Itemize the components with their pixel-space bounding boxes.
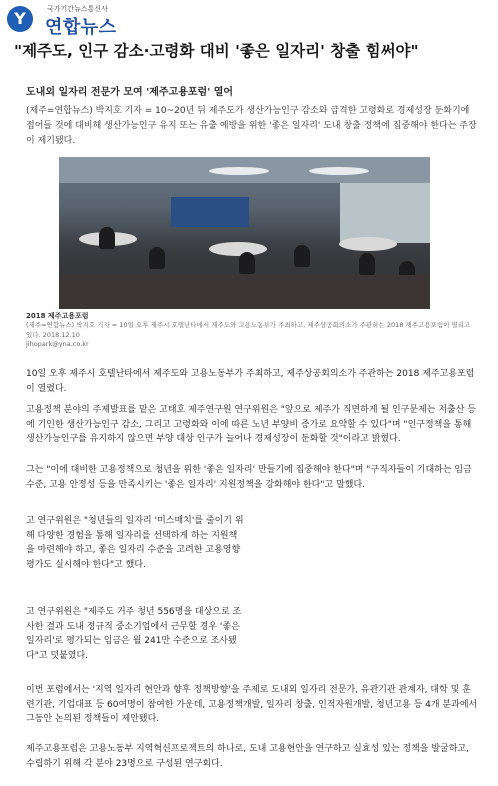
article-photo[interactable] <box>59 157 430 309</box>
article-paragraph: 고용정책 분야의 주제발표를 맡은 고태호 제주연구원 연구위원은 "앞으로 제주가 직면하게 될 인구문제는 저출산 등에 기인한 생산가능인구 감소, 그리고 고령화와 이에 따른 노년 부양비 증가로 요약할 수 있다"며 "인구정책을 통해 생산가능인구를 유지하지 않으면 부양 대상 인구가 늘어나 경제성장이 둔화할 것"이라고 밝혔다. <box>26 405 476 444</box>
article-paragraph: 이번 포럼에서는 '지역 일자리 현안과 향후 정책방향'을 주제로 도내외 일자리 전문가, 유관기관 관계자, 대학 및 훈련기관, 기업대표 등 60여명이 참여한 가운데, 고용정책개발, 일자리 창출, 인적자원개발, 청년고용 등 4개 분과에서 그동안 논의된 정책들이 제안됐다. <box>26 685 478 724</box>
article-subtitle: 도내외 일자리 전문가 모여 '제주고용포럼' 열어 <box>26 87 234 98</box>
photo-light <box>209 167 269 175</box>
photo-caption-email: jihopark@yna.co.kr <box>26 340 89 348</box>
logo-tagline: 국가기간뉴스통신사 <box>47 5 108 13</box>
photo-person <box>359 253 375 275</box>
photo-person <box>239 252 255 274</box>
photo-person <box>149 247 165 269</box>
article-paragraph: 고 연구위원은 "청년들의 일자리 '미스매치'를 줄이기 위해 다양한 경험을 통해 일자리를 선택하게 하는 지원책을 마련해야 하고, 좋은 일자리 수준을 고려한 고용영향평가도 실시해야 한다"고 했다. <box>26 516 244 570</box>
photo-floor <box>59 275 430 309</box>
article-paragraph: 고 연구위원은 "제주도 거주 청년 556명을 대상으로 조사한 결과 도내 정규직 중소기업에서 근무할 경우 '좋은 일자리'로 평가되는 임금은 월 241만 수준으로 조사됐다"고 덧붙였다. <box>26 607 242 661</box>
photo-table <box>209 242 267 256</box>
yonhap-logo[interactable] <box>7 4 142 38</box>
photo-screen <box>171 197 249 227</box>
photo-person <box>99 227 115 249</box>
article-title: "제주도, 인구 감소·고령화 대비 '좋은 일자리' 창출 힘써야" <box>14 42 419 60</box>
article-lead: (제주=연합뉴스) 박지호 기자 = 10~20년 뒤 제주도가 생산가능인구 감소와 급격한 고령화로 경제성장 둔화기에 접어들 것에 대비해 생산가능인구 유지 또는 유출 예방을 위한 '좋은 일자리' 도내 창출 정책에 집중해야 한다는 주장이 제기됐다. <box>26 106 477 146</box>
photo-table <box>339 237 397 251</box>
photo-person <box>294 245 310 267</box>
article-paragraph: 제주고용포럼은 고용노동부 지역혁신프로젝트의 하나로, 도내 고용현안을 연구하고 실효성 있는 정책을 발굴하고, 수립하기 위해 각 분야 23명으로 구성된 연구회다. <box>26 744 469 769</box>
logo-name: 연합뉴스 <box>45 17 117 38</box>
logo-mark: Y <box>7 6 33 32</box>
photo-light <box>309 167 369 175</box>
article-paragraph: 10일 오후 제주시 호텔난타에서 제주도와 고용노동부가 주최하고, 제주상공회의소가 주관하는 2018 제주고용포럼이 열렸다. <box>26 369 475 394</box>
photo-window <box>340 183 430 243</box>
photo-caption: (제주=연합뉴스) 박지호 기자 = 10일 오후 제주시 호텔난타에서 제주도와 고용노동부가 주최하고, 제주상공회의소가 주관하는 2018 제주고용포럼이 열리고 있다. 2018.12.10 <box>26 321 471 339</box>
article-paragraph: 그는 "이에 대비한 고용정책으로 청년을 위한 '좋은 일자리' 만들기에 집중해야 한다"며 "구직자들이 기대하는 임금수준, 고용 안정성 등을 만족시키는 '좋은 일자리' 지원정책을 강화해야 한다"고 말했다. <box>26 465 472 490</box>
photo-caption-title: 2018 제주고용포럼 <box>26 312 89 320</box>
